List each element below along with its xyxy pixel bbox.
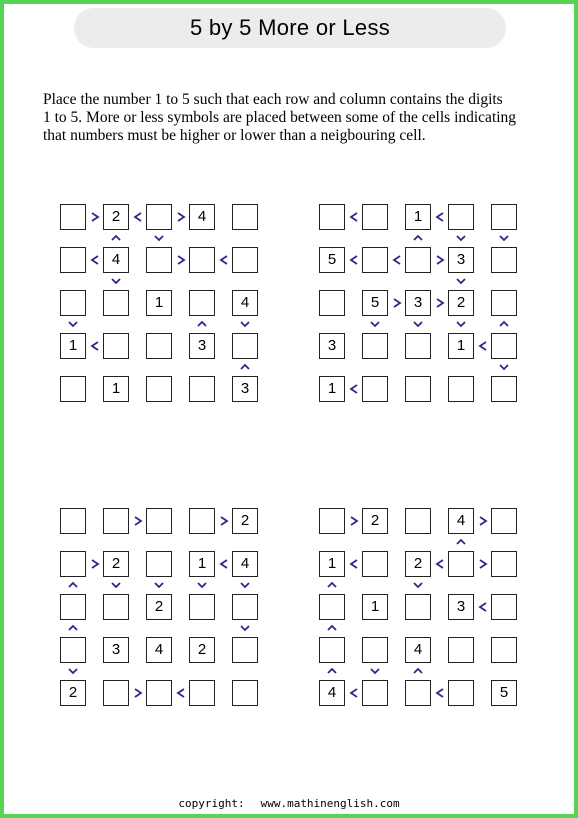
- puzzle-1: [60, 204, 262, 406]
- grid-cell[interactable]: [448, 680, 474, 706]
- chevron-down-icon: [68, 666, 78, 676]
- less-than-icon: [219, 255, 229, 265]
- grid-cell[interactable]: [491, 333, 517, 359]
- website-link[interactable]: www.mathinenglish.com: [260, 797, 400, 810]
- chevron-up-icon: [327, 623, 337, 633]
- instructions-line-2: 1 to 5. More or less symbols are placed between some of the cells indicating: [43, 109, 517, 126]
- grid-cell[interactable]: 4: [189, 204, 215, 230]
- chevron-up-icon: [413, 233, 423, 243]
- grid-cell[interactable]: 3: [103, 637, 129, 663]
- grid-cell[interactable]: [232, 594, 258, 620]
- grid-cell[interactable]: [189, 376, 215, 402]
- grid-cell[interactable]: 3: [448, 594, 474, 620]
- grid-cell[interactable]: [189, 680, 215, 706]
- chevron-up-icon: [413, 666, 423, 676]
- grid-cell[interactable]: [232, 247, 258, 273]
- grid-cell[interactable]: 1: [189, 551, 215, 577]
- grid-cell[interactable]: 4: [405, 637, 431, 663]
- chevron-down-icon: [499, 362, 509, 372]
- grid-cell[interactable]: [60, 204, 86, 230]
- grid-cell[interactable]: 4: [103, 247, 129, 273]
- grid-cell[interactable]: [405, 680, 431, 706]
- grid-cell[interactable]: 2: [60, 680, 86, 706]
- chevron-down-icon: [197, 580, 207, 590]
- title-banner: [74, 8, 506, 48]
- grid-cell[interactable]: [319, 637, 345, 663]
- greater-than-icon: [435, 298, 445, 308]
- grid-cell[interactable]: [103, 333, 129, 359]
- grid-cell[interactable]: [60, 376, 86, 402]
- greater-than-icon: [133, 688, 143, 698]
- grid-cell[interactable]: [146, 551, 172, 577]
- grid-cell[interactable]: [232, 637, 258, 663]
- less-than-icon: [435, 559, 445, 569]
- grid-cell[interactable]: [189, 290, 215, 316]
- page-title: 5 by 5 More or Less: [189, 15, 391, 40]
- chevron-down-icon: [111, 580, 121, 590]
- less-than-icon: [90, 255, 100, 265]
- chevron-down-icon: [240, 319, 250, 329]
- grid-cell[interactable]: 2: [448, 290, 474, 316]
- less-than-icon: [392, 255, 402, 265]
- grid-cell[interactable]: [319, 290, 345, 316]
- grid-cell[interactable]: [60, 637, 86, 663]
- grid-cell[interactable]: [60, 551, 86, 577]
- greater-than-icon: [90, 212, 100, 222]
- grid-cell[interactable]: 2: [103, 551, 129, 577]
- less-than-icon: [349, 384, 359, 394]
- grid-cell[interactable]: [146, 333, 172, 359]
- grid-cell[interactable]: [232, 333, 258, 359]
- less-than-icon: [219, 559, 229, 569]
- grid-cell[interactable]: [232, 680, 258, 706]
- less-than-icon: [435, 212, 445, 222]
- grid-cell[interactable]: [448, 551, 474, 577]
- grid-cell[interactable]: [146, 204, 172, 230]
- chevron-down-icon: [456, 276, 466, 286]
- greater-than-icon: [478, 516, 488, 526]
- chevron-up-icon: [327, 580, 337, 590]
- grid-cell[interactable]: 1: [448, 333, 474, 359]
- grid-cell[interactable]: 2: [405, 551, 431, 577]
- grid-cell[interactable]: [232, 204, 258, 230]
- grid-cell[interactable]: [60, 247, 86, 273]
- chevron-up-icon: [111, 233, 121, 243]
- grid-cell[interactable]: 4: [232, 290, 258, 316]
- grid-cell[interactable]: 1: [405, 204, 431, 230]
- chevron-down-icon: [370, 666, 380, 676]
- chevron-up-icon: [68, 580, 78, 590]
- grid-cell[interactable]: [491, 551, 517, 577]
- chevron-down-icon: [154, 580, 164, 590]
- grid-cell[interactable]: [405, 508, 431, 534]
- greater-than-icon: [176, 255, 186, 265]
- grid-cell[interactable]: 5: [491, 680, 517, 706]
- grid-cell[interactable]: 1: [319, 376, 345, 402]
- grid-cell[interactable]: 1: [362, 594, 388, 620]
- grid-cell[interactable]: 4: [146, 637, 172, 663]
- less-than-icon: [349, 212, 359, 222]
- grid-cell[interactable]: [60, 594, 86, 620]
- grid-cell[interactable]: 5: [362, 290, 388, 316]
- grid-cell[interactable]: [319, 594, 345, 620]
- grid-cell[interactable]: [146, 680, 172, 706]
- less-than-icon: [133, 212, 143, 222]
- grid-cell[interactable]: [448, 204, 474, 230]
- less-than-icon: [176, 688, 186, 698]
- chevron-down-icon: [111, 276, 121, 286]
- chevron-up-icon: [327, 666, 337, 676]
- greater-than-icon: [392, 298, 402, 308]
- grid-cell[interactable]: [491, 594, 517, 620]
- grid-cell[interactable]: [362, 551, 388, 577]
- grid-cell[interactable]: 4: [319, 680, 345, 706]
- less-than-icon: [349, 255, 359, 265]
- grid-cell[interactable]: [362, 247, 388, 273]
- grid-cell[interactable]: [60, 508, 86, 534]
- grid-cell[interactable]: [405, 247, 431, 273]
- grid-cell[interactable]: [405, 333, 431, 359]
- grid-cell[interactable]: [448, 376, 474, 402]
- grid-cell[interactable]: 1: [60, 333, 86, 359]
- grid-cell[interactable]: [103, 290, 129, 316]
- grid-cell[interactable]: 2: [232, 508, 258, 534]
- grid-cell[interactable]: [146, 376, 172, 402]
- less-than-icon: [435, 688, 445, 698]
- chevron-up-icon: [240, 362, 250, 372]
- greater-than-icon: [478, 559, 488, 569]
- chevron-down-icon: [240, 580, 250, 590]
- grid-cell[interactable]: 1: [319, 551, 345, 577]
- puzzle-3: [60, 508, 262, 710]
- footer: [0, 797, 578, 810]
- instructions-line-3: that numbers must be higher or lower than a neigbouring cell.: [43, 127, 426, 144]
- greater-than-icon: [90, 559, 100, 569]
- grid-cell[interactable]: 5: [319, 247, 345, 273]
- grid-cell[interactable]: 3: [232, 376, 258, 402]
- greater-than-icon: [133, 516, 143, 526]
- grid-cell[interactable]: [60, 290, 86, 316]
- chevron-down-icon: [240, 623, 250, 633]
- chevron-up-icon: [197, 319, 207, 329]
- instructions-line-1: Place the number 1 to 5 such that each row and column contains the digits: [43, 91, 503, 108]
- greater-than-icon: [349, 516, 359, 526]
- copyright-label: copyright:: [178, 797, 245, 810]
- grid-cell[interactable]: [103, 680, 129, 706]
- grid-cell[interactable]: 1: [103, 376, 129, 402]
- grid-cell[interactable]: 2: [103, 204, 129, 230]
- chevron-down-icon: [154, 233, 164, 243]
- chevron-down-icon: [68, 319, 78, 329]
- grid-cell[interactable]: [491, 204, 517, 230]
- grid-cell[interactable]: 1: [146, 290, 172, 316]
- grid-cell[interactable]: 3: [319, 333, 345, 359]
- chevron-down-icon: [456, 319, 466, 329]
- grid-cell[interactable]: 3: [189, 333, 215, 359]
- grid-cell[interactable]: [448, 637, 474, 663]
- grid-cell[interactable]: [146, 508, 172, 534]
- grid-cell[interactable]: [405, 594, 431, 620]
- grid-cell[interactable]: 2: [189, 637, 215, 663]
- grid-cell[interactable]: [405, 376, 431, 402]
- grid-cell[interactable]: [491, 247, 517, 273]
- grid-cell[interactable]: [189, 508, 215, 534]
- grid-cell[interactable]: [491, 290, 517, 316]
- grid-cell[interactable]: [103, 594, 129, 620]
- grid-cell[interactable]: 4: [232, 551, 258, 577]
- grid-cell[interactable]: [189, 594, 215, 620]
- grid-cell[interactable]: 4: [448, 508, 474, 534]
- chevron-up-icon: [456, 537, 466, 547]
- chevron-up-icon: [68, 623, 78, 633]
- chevron-down-icon: [456, 233, 466, 243]
- grid-cell[interactable]: [362, 333, 388, 359]
- less-than-icon: [478, 602, 488, 612]
- grid-cell[interactable]: 3: [405, 290, 431, 316]
- less-than-icon: [349, 688, 359, 698]
- grid-cell[interactable]: [319, 204, 345, 230]
- grid-cell[interactable]: 2: [146, 594, 172, 620]
- grid-cell[interactable]: 3: [448, 247, 474, 273]
- grid-cell[interactable]: [362, 204, 388, 230]
- grid-cell[interactable]: 2: [362, 508, 388, 534]
- greater-than-icon: [435, 255, 445, 265]
- chevron-down-icon: [370, 319, 380, 329]
- grid-cell[interactable]: [362, 637, 388, 663]
- chevron-down-icon: [413, 580, 423, 590]
- grid-cell[interactable]: [103, 508, 129, 534]
- greater-than-icon: [219, 516, 229, 526]
- less-than-icon: [90, 341, 100, 351]
- puzzle-4: [319, 508, 521, 710]
- greater-than-icon: [176, 212, 186, 222]
- instructions: [43, 91, 543, 145]
- grid-cell[interactable]: [146, 247, 172, 273]
- less-than-icon: [478, 341, 488, 351]
- chevron-down-icon: [413, 319, 423, 329]
- grid-cell[interactable]: [189, 247, 215, 273]
- puzzle-2: [319, 204, 521, 406]
- grid-cell[interactable]: [491, 376, 517, 402]
- chevron-down-icon: [499, 233, 509, 243]
- chevron-up-icon: [499, 319, 509, 329]
- less-than-icon: [349, 559, 359, 569]
- grid-cell[interactable]: [362, 680, 388, 706]
- grid-cell[interactable]: [491, 637, 517, 663]
- grid-cell[interactable]: [491, 508, 517, 534]
- grid-cell[interactable]: [362, 376, 388, 402]
- grid-cell[interactable]: [319, 508, 345, 534]
